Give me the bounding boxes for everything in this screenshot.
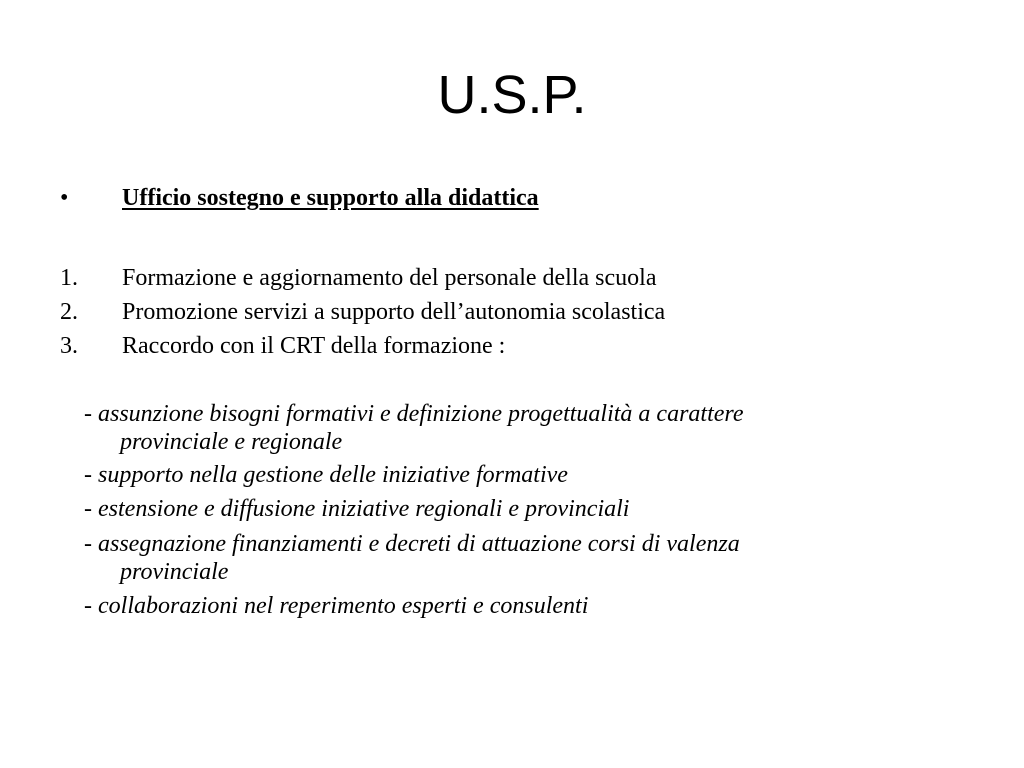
sub-item-text: supporto nella gestione delle iniziative formative — [98, 462, 568, 488]
slide-title: U.S.P. — [437, 65, 587, 125]
sub-item-dash: - — [84, 401, 98, 427]
sub-item — [84, 495, 904, 523]
sub-item — [84, 461, 904, 489]
sub-item-continuation: provinciale e regionale — [120, 429, 343, 455]
item-number: 1. — [60, 265, 78, 291]
bullet-heading: Ufficio sostegno e supporto alla didattica — [122, 185, 539, 211]
sub-item-dash: - — [84, 593, 98, 619]
sub-item-dash: - — [84, 496, 98, 522]
sub-item-text: assunzione bisogni formativi e definizione progettualità a carattere — [98, 401, 744, 427]
sub-item — [84, 530, 904, 586]
sub-item-text: estensione e diffusione iniziative regionali e provinciali — [98, 496, 630, 522]
item-number: 2. — [60, 299, 78, 325]
sub-item-dash: - — [84, 531, 98, 557]
item-number: 3. — [60, 333, 78, 359]
sub-item-text: collaborazioni nel reperimento esperti e consulenti — [98, 593, 589, 619]
sub-item-text: assegnazione finanziamenti e decreti di attuazione corsi di valenza — [98, 531, 740, 557]
sub-item — [84, 592, 904, 620]
item-text: Promozione servizi a supporto dell’autonomia scolastica — [122, 299, 666, 325]
item-text: Raccordo con il CRT della formazione : — [122, 333, 506, 359]
item-text: Formazione e aggiornamento del personale della scuola — [122, 265, 657, 291]
sub-item-dash: - — [84, 462, 98, 488]
sub-item — [84, 400, 904, 456]
bullet-symbol: • — [60, 185, 69, 211]
sub-item-continuation: provinciale — [120, 559, 229, 585]
